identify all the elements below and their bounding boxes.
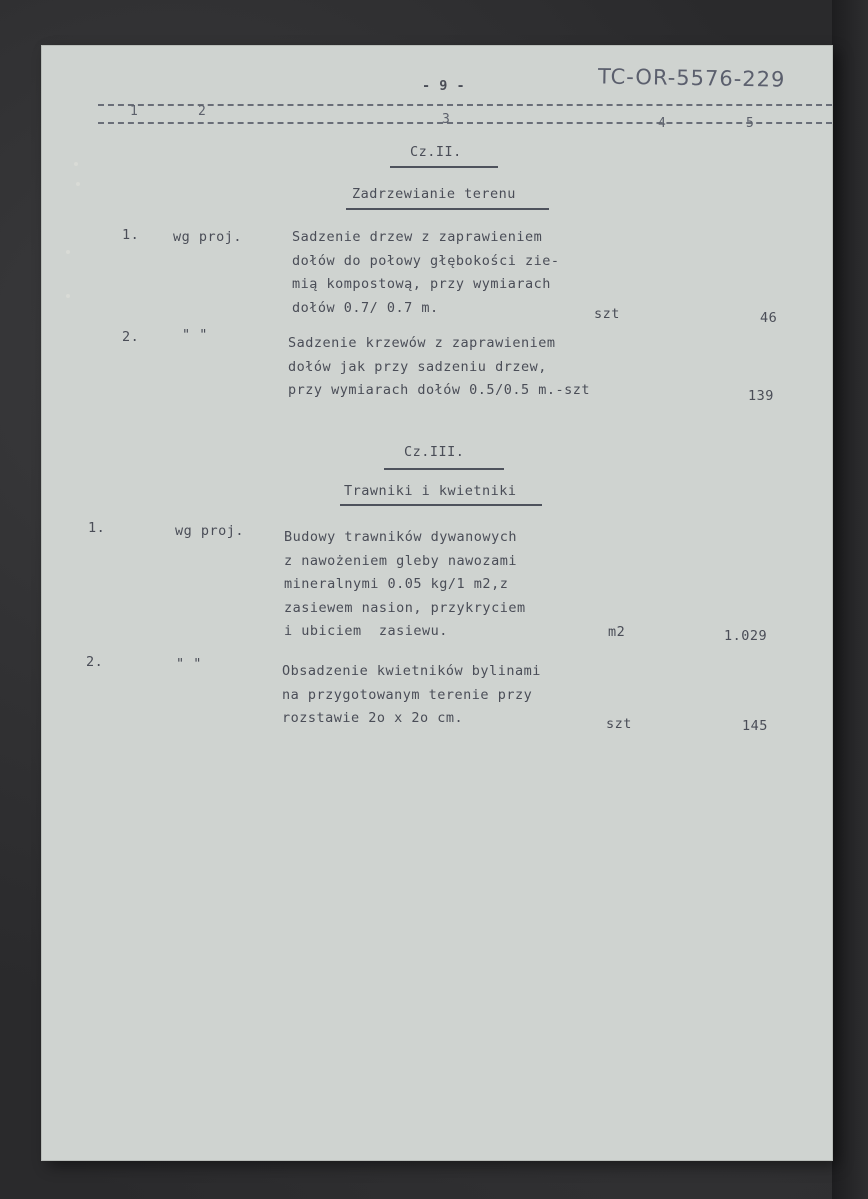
- item-basis: wg proj.: [173, 229, 243, 245]
- section-title-underline: [340, 504, 542, 506]
- item-basis: " ": [176, 656, 202, 672]
- item-quantity: 1.029: [724, 628, 768, 644]
- column-number: 2: [198, 104, 206, 119]
- section-part: Cz.II.: [410, 144, 462, 160]
- column-number: 4: [658, 116, 666, 131]
- column-number: 3: [442, 112, 450, 127]
- section-part-underline: [384, 468, 504, 470]
- item-description: Budowy trawników dywanowych z nawożeniem gleby nawozami mineralnymi 0.05 kg/1 m2,z zasiewem nasion, przykryciem i ubiciem zasiewu.: [284, 529, 526, 639]
- item-description: Obsadzenie kwietników bylinami na przygotowanym terenie przy rozstawie 2o x 2o cm.: [282, 663, 541, 726]
- binder-edge: [832, 0, 868, 1199]
- column-number: 5: [746, 116, 754, 131]
- item-description: Sadzenie drzew z zaprawieniem dołów do połowy głębokości zie- mią kompostową, przy wymiarach dołów 0.7/ 0.7 m.: [292, 229, 560, 316]
- item-quantity: 145: [742, 718, 768, 734]
- section-title: Trawniki i kwietniki: [344, 483, 517, 499]
- document-page: [42, 46, 832, 1160]
- punch-mark: [66, 294, 70, 298]
- punch-mark: [66, 250, 70, 254]
- section-part: Cz.III.: [404, 444, 465, 460]
- item-number: 2.: [122, 329, 140, 345]
- item-unit: szt: [606, 716, 632, 732]
- item-description: Sadzenie krzewów z zaprawieniem dołów jak przy sadzeniu drzew, przy wymiarach dołów 0.5/0.5 m.-szt: [288, 335, 590, 398]
- item-basis: " ": [182, 327, 208, 343]
- item-number: 2.: [86, 654, 104, 670]
- item-quantity: 139: [748, 388, 774, 404]
- archive-signature: TC-OR-5576-229: [597, 64, 786, 92]
- section-title: Zadrzewianie terenu: [352, 186, 516, 202]
- item-quantity: 46: [760, 310, 778, 326]
- punch-mark: [76, 182, 80, 186]
- column-rule-bottom: [98, 122, 832, 124]
- page-number: - 9 -: [422, 78, 466, 94]
- item-unit: m2: [608, 624, 626, 640]
- item-basis: wg proj.: [175, 523, 245, 539]
- section-title-underline: [346, 208, 549, 210]
- item-unit: szt: [594, 306, 620, 322]
- section-part-underline: [390, 166, 498, 168]
- item-number: 1.: [122, 227, 140, 243]
- column-rule-top: [98, 104, 832, 106]
- column-number: 1: [130, 104, 138, 119]
- item-number: 1.: [88, 520, 106, 536]
- punch-mark: [74, 162, 78, 166]
